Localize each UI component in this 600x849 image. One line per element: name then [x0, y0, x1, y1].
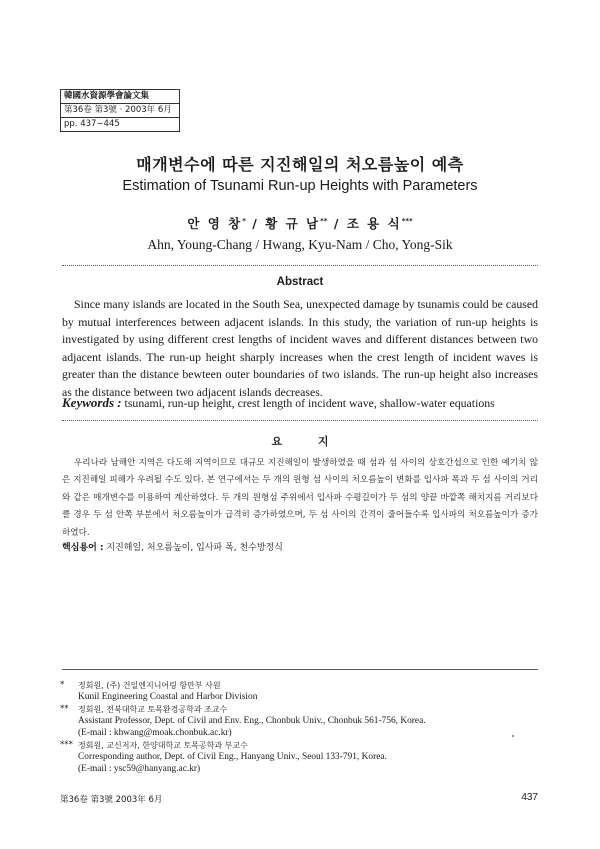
- scan-speck: [512, 735, 514, 737]
- footnote-2-mark: **: [60, 704, 69, 714]
- title-english: Estimation of Tsunami Run-up Heights with Parameters: [122, 178, 478, 194]
- journal-info-box: [60, 89, 180, 132]
- footnote-1-mark: *: [60, 680, 65, 690]
- yoji-heading: 요 지: [271, 435, 345, 448]
- author-separator: /: [327, 216, 347, 231]
- footnote-1-line-en: Kunil Engineering Coastal and Harbor Division: [78, 691, 258, 702]
- journal-pages: pp. 437∼445: [64, 119, 120, 129]
- yoji-keywords-label: 핵심용어 :: [62, 543, 104, 553]
- title-korean: 매개변수에 따른 지진해일의 처오름높이 예측: [136, 155, 464, 174]
- keywords-label: Keywords :: [62, 395, 122, 410]
- yoji-text: 우리나라 남해안 지역은 다도해 지역이므로 대규모 지진해일이 발생하였을 때 섬과 섬 사이의 상호간섭으로 인한 예기치 않은 지진해일 피해가 우려될 수도 있다. 본 연구에서는 두 개의 원형 섬 사이의 처오름높이 변화를 입사파 폭과 두 섬 사이의 거리와 같은 매개변수를 이용하여 계산하였다. 두 개의 원형섬 주위에서 입사파 수평길이가 두 섬의 양끝 바깥쪽 해치지름 거리보다 클 경우 두 섬 안쪽 부분에서 처오름높이가 급격히 증가하였으며, 두 섬 사이의 간격이 줄어들수록 입사파의 처오름높이가 증가하였다.: [62, 458, 538, 538]
- footnote-1-line-ko: 정회원, (주) 건일엔지니어링 항만부 사원: [78, 681, 221, 690]
- authors-english: Ahn, Young-Chang / Hwang, Kyu-Nam / Cho, Yong-Sik: [147, 237, 453, 252]
- authors-korean: [0, 214, 600, 232]
- yoji-keywords: [62, 540, 283, 553]
- author-1-mark: *: [242, 216, 246, 225]
- footnote-3-mark: ***: [60, 740, 73, 750]
- abstract-keywords: [62, 395, 538, 411]
- footnote-2-email: (E-mail : khwang@moak.chonbuk.ac.kr): [78, 727, 232, 738]
- divider-middle: [62, 420, 538, 421]
- footnote-2-line-en: Assistant Professor, Dept. of Civil and Env. Eng., Chonbuk Univ., Chonbuk 561-756, Korea.: [78, 715, 426, 726]
- footnote-3-line-en: Corresponding author, Dept. of Civil Eng., Hanyang Univ., Seoul 133-791, Korea.: [78, 751, 387, 762]
- author-2-mark: **: [320, 216, 328, 225]
- keywords-text: tsunami, run-up height, crest length of incident wave, shallow-water equations: [124, 396, 495, 410]
- footnote-3-email: (E-mail : ysc59@hanyang.ac.kr): [78, 763, 201, 774]
- page-footer-issue: 第36卷 第3號 2003年 6月: [60, 795, 163, 805]
- journal-name: 韓國水資源學會論文集: [61, 90, 179, 104]
- author-1-name: 안 영 창: [187, 216, 243, 231]
- footnote-3-line-ko: 정회원, 교신저자, 한양대학교 토목공학과 부교수: [78, 741, 248, 750]
- footnote-2-line-ko: 정회원, 전북대학교 토목환경공학과 조교수: [78, 705, 228, 714]
- divider-top: [62, 265, 538, 266]
- footnote-rule: [62, 669, 538, 670]
- abstract-text: Since many islands are located in the South Sea, unexpected damage by tsunamis could be caused by mutual interferences between adjacent islands. In this study, the variation of run-up heights is investigated by using different crest lengths of incident waves and different distances between two adjacent islands. The run-up height sharply increases when the crest length of incident waves is greater than the distance bewteen outer boundaries of two islands. The run-up height also increases as the distance between two adjacent islands decreases.: [62, 297, 538, 399]
- yoji-keywords-text: 지진해일, 처오름높이, 입사파 폭, 천수방정식: [106, 543, 283, 553]
- author-separator: /: [245, 216, 266, 231]
- author-3-mark: ***: [401, 216, 413, 225]
- page-number: 437: [521, 792, 538, 803]
- author-2-name: 황 규 남: [265, 216, 321, 231]
- abstract-heading: Abstract: [276, 276, 324, 288]
- journal-volume: 第36卷 第3號 · 2003年 6月: [61, 104, 179, 118]
- author-3-name: 조 용 식: [346, 216, 402, 231]
